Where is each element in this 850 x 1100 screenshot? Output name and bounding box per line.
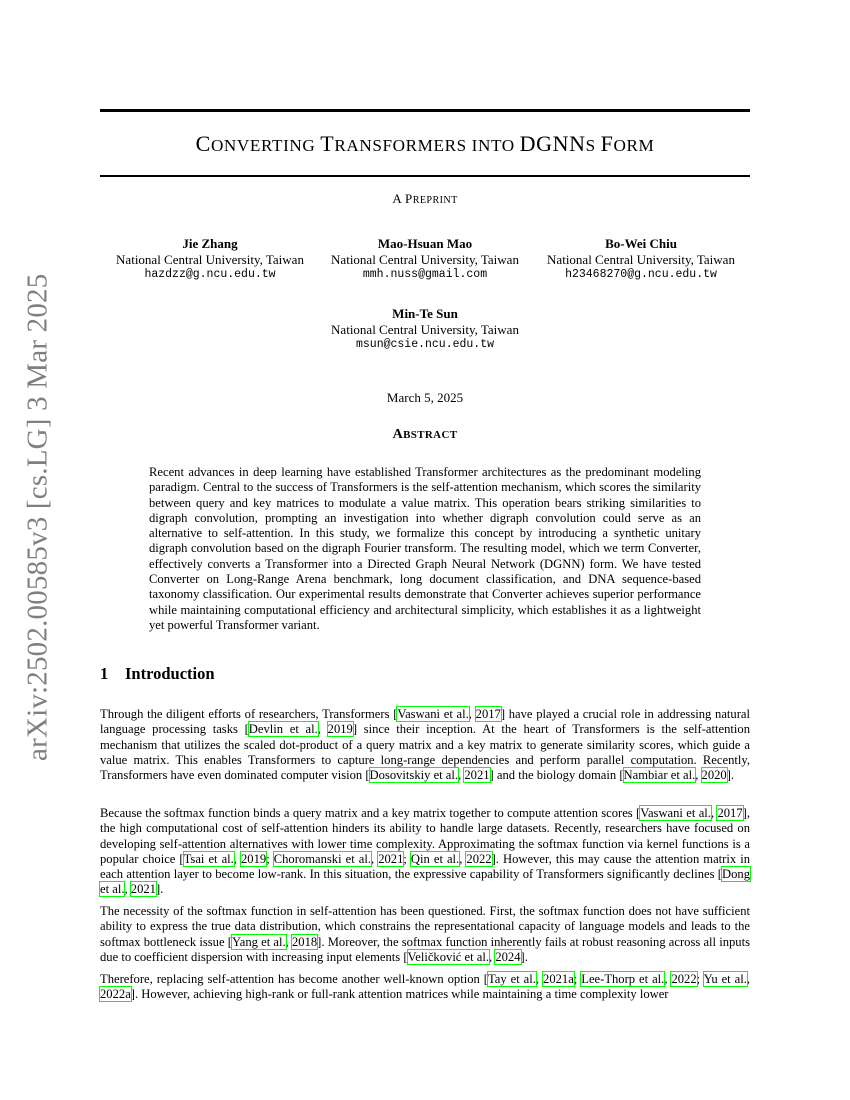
- paper-title: CONVERTING TRANSFORMERS INTO DGNNS FORM: [195, 131, 655, 156]
- author-affiliation: National Central University, Taiwan: [331, 251, 519, 267]
- citation-year-link[interactable]: 2018: [291, 934, 318, 949]
- citation-link[interactable]: Vaswani et al.: [397, 707, 469, 721]
- citation-year-link[interactable]: 2022: [671, 972, 697, 986]
- citation-link[interactable]: Nambiar et al.: [623, 768, 696, 783]
- author-email: hazdzz@g.ncu.edu.tw: [144, 268, 276, 281]
- title-top-rule: [100, 109, 750, 112]
- citation-year-link[interactable]: 2017: [717, 806, 743, 820]
- author-name: Jie Zhang: [182, 236, 238, 251]
- citation-link[interactable]: Dong et al.: [100, 867, 750, 897]
- citation-link[interactable]: Veličković et al.: [407, 949, 490, 964]
- section-heading: [100, 664, 215, 684]
- author-block: [531, 236, 751, 283]
- citation-link[interactable]: Devlin et al.: [248, 722, 318, 737]
- citation-year-link[interactable]: 2017: [475, 707, 501, 721]
- title-bottom-rule: [100, 175, 750, 177]
- citation-link[interactable]: Choromanski et al.: [273, 851, 371, 866]
- citation-link[interactable]: Yang et al.: [231, 934, 286, 949]
- citation-year-link[interactable]: 2021: [464, 768, 490, 783]
- author-email: msun@csie.ncu.edu.tw: [355, 338, 495, 351]
- citation-year-link[interactable]: 2024: [495, 949, 521, 964]
- citation-year-link[interactable]: 2019: [327, 722, 353, 737]
- citation-year-link[interactable]: 2022a: [100, 987, 131, 1002]
- body-paragraph: The necessity of the softmax function in self-attention has been questioned. First, the softmax function does not have sufficient ability to express the true data distribution, which constrains the representational capacity of language models and leads to the softmax bottleneck issue [Yang et al., 2018]. Moreover, the softmax function inherently fails at robust reasoning across all inputs due to coefficient dispersion with increasing input elements [Veličković et al., 2024].: [100, 904, 750, 964]
- paper-date: March 5, 2025: [386, 390, 464, 405]
- citation-link[interactable]: Vaswani et al.: [640, 806, 711, 820]
- preprint-label: A PREPRINT: [392, 191, 458, 206]
- body-paragraph: Through the diligent efforts of researchers, Transformers [Vaswani et al., 2017] have played a crucial role in addressing natural language processing tasks [Devlin et al., 2019] since their inception. At the heart of Transformers is the self-attention mechanism that utilizes the scaled dot-product of a query matrix and a key matrix to generate similarity scores, which guide a value matrix. This enables Transformers to capture long-range dependencies and perform parallel computation. Recently, Transformers have even dominated computer vision [Dosovitskiy et al., 2021] and the biology domain [Nambiar et al., 2020].: [100, 707, 750, 783]
- citation-link[interactable]: Dosovitskiy et al.: [369, 768, 459, 783]
- author-affiliation: National Central University, Taiwan: [547, 251, 735, 267]
- body-paragraph: Because the softmax function binds a query matrix and a key matrix together to compute attention scores [Vaswani et al., 2017], the high computational cost of self-attention hinders its ability to handle large datasets. Recently, researchers have focused on developing self-attention alternatives with lower time complexity. Approximating the softmax function via kernel functions is a popular choice [Tsai et al., 2019; Choromanski et al., 2021; Qin et al., 2022]. However, this may cause the attention matrix in each attention layer to become low-rank. In this situation, the expressive capability of Transformers significantly declines [Dong et al., 2021].: [100, 806, 750, 897]
- abstract-heading: ABSTRACT: [392, 427, 458, 442]
- citation-year-link[interactable]: 2021: [378, 851, 404, 866]
- citation-year-link[interactable]: 2020: [701, 768, 727, 783]
- author-block: [100, 236, 320, 283]
- citation-year-link[interactable]: 2022: [466, 851, 492, 866]
- author-block: [315, 306, 535, 353]
- citation-link[interactable]: Qin et al.: [410, 851, 460, 866]
- section-title: Introduction: [125, 664, 215, 683]
- author-email: mmh.nuss@gmail.com: [362, 268, 488, 281]
- author-name: Bo-Wei Chiu: [605, 236, 677, 251]
- author-name: Min-Te Sun: [392, 306, 458, 321]
- section-number: 1: [100, 664, 109, 683]
- citation-link[interactable]: Tay et al.: [487, 972, 536, 986]
- author-name: Mao-Hsuan Mao: [377, 236, 473, 251]
- citation-link[interactable]: Yu et al.: [703, 972, 747, 986]
- abstract-text: Recent advances in deep learning have established Transformer architectures as the predominant modeling paradigm. Central to the success of Transformers is the self-attention mechanism, which scores the similarity between query and key matrices to modulate a value matrix. This operation bears striking similarities to digraph convolution, prompting an investigation into whether digraph convolution could serve as an alternative to self-attention. In this study, we formalize this concept by introducing a synthetic unitary digraph convolution based on the digraph Fourier transform. The resulting model, which we term Converter, effectively converts a Transformer into a Directed Graph Neural Network (DGNN) form. We have tested Converter on Long-Range Arena benchmark, long document classification, and DNA sequence-based taxonomy classification. Our experimental results demonstrate that Converter achieves superior performance while maintaining computational efficiency and architectural simplicity, which establishes it as a lightweight yet powerful Transformer variant.: [149, 465, 701, 632]
- author-block: [315, 236, 535, 283]
- citation-year-link[interactable]: 2021: [130, 882, 156, 897]
- citation-year-link[interactable]: 2021a: [543, 972, 574, 986]
- author-email: h23468270@g.ncu.edu.tw: [565, 268, 717, 281]
- citation-year-link[interactable]: 2019: [241, 851, 267, 866]
- author-affiliation: National Central University, Taiwan: [331, 321, 519, 337]
- arxiv-margin-stamp: arXiv:2502.00585v3 [cs.LG] 3 Mar 2025: [21, 273, 54, 761]
- citation-link[interactable]: Lee-Thorp et al.: [581, 972, 665, 986]
- author-affiliation: National Central University, Taiwan: [116, 251, 304, 267]
- body-paragraph: Therefore, replacing self-attention has become another well-known option [Tay et al., 2021a; Lee-Thorp et al., 2022; Yu et al., 2022a]. However, achieving high-rank or full-rank attention matrices while maintaining a time complexity lower: [100, 972, 751, 1002]
- citation-link[interactable]: Tsai et al.: [183, 851, 234, 866]
